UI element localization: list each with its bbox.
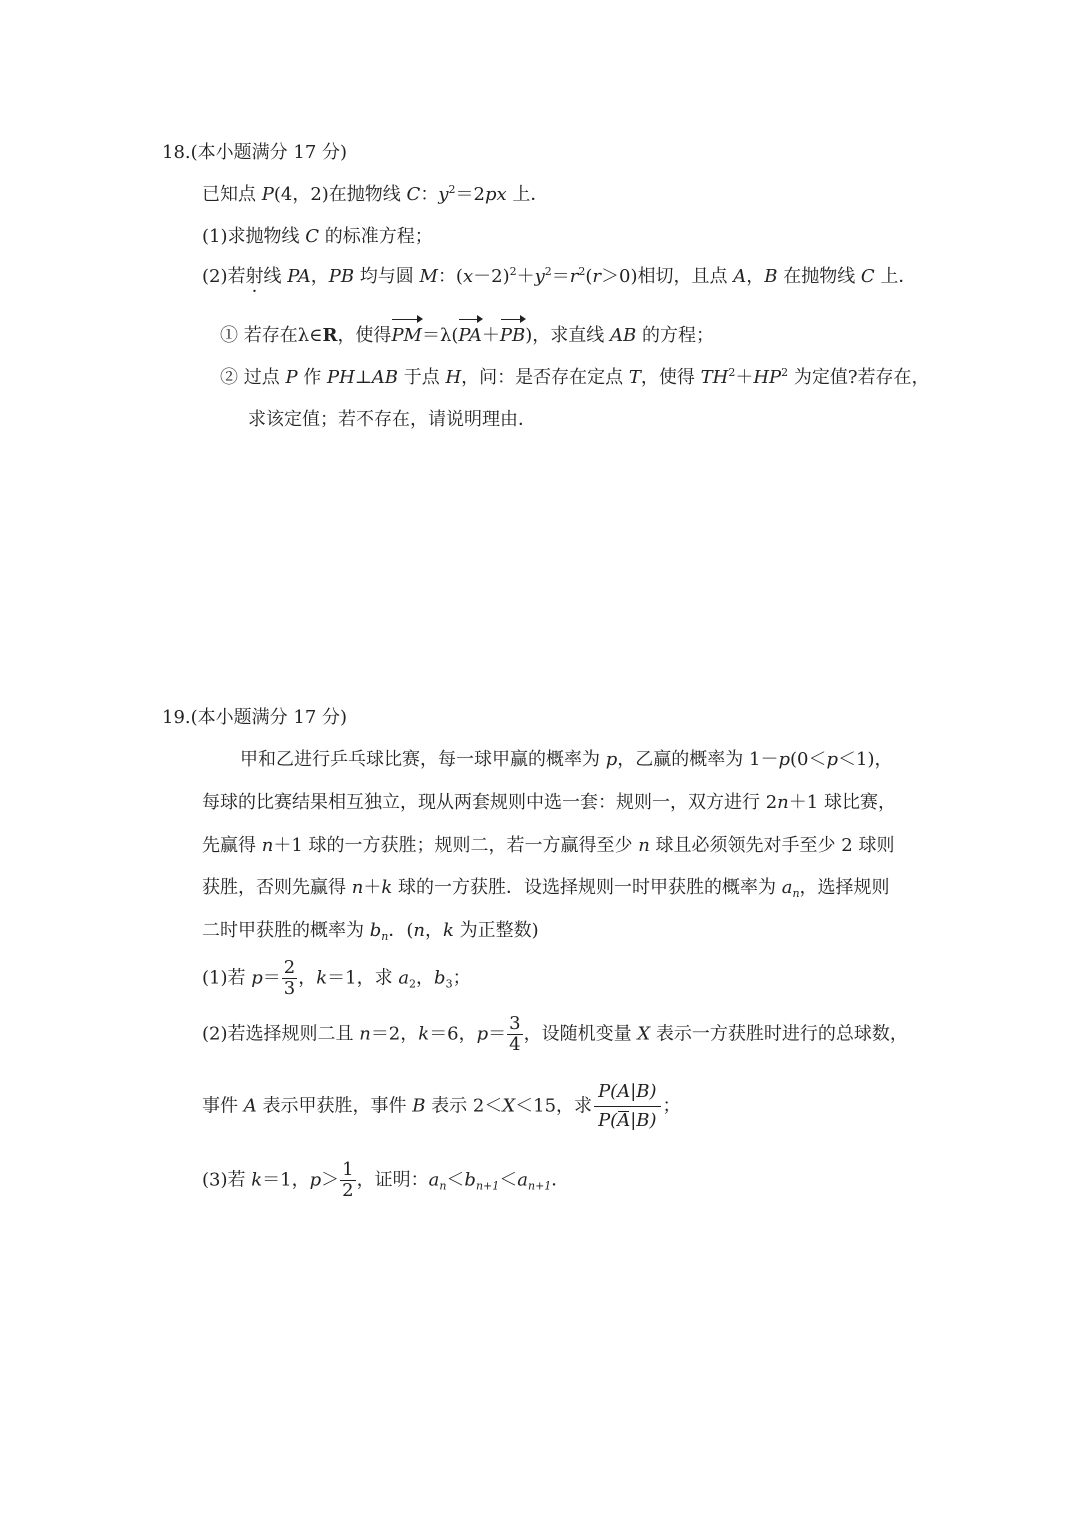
q19-part1: (1)若 p＝ $\frac{2}{3}$ ，k＝1，求 $a_2$，$b_3$； bbox=[202, 957, 471, 999]
vector-PA: PA bbox=[458, 322, 481, 350]
q19-line4: 获胜，否则先赢得 n＋k 球的一方获胜．设选择规则一时甲获胜的概率为 $a_n$，选择规则 bbox=[202, 877, 890, 900]
complement-A: A bbox=[617, 1110, 631, 1131]
q18-part1: (1)求抛物线 C 的标准方程； bbox=[202, 226, 433, 247]
fraction-three-quarters: $\frac{3}{4}$ bbox=[509, 1013, 521, 1055]
q18-number: 18. bbox=[162, 142, 191, 163]
q19-line3: 先赢得 n＋1 球的一方获胜；规则二，若一方赢得至少 n 球且必须领先对手至少 2 球则 bbox=[202, 835, 895, 856]
q19-part2: (2)若选择规则二且 n＝2，k＝6，p＝ $\frac{3}{4}$ ，设随机变量 X 表示一方获胜时进行的总球数， bbox=[202, 1013, 908, 1055]
q19-line2: 每球的比赛结果相互独立，现从两套规则中选一套：规则一，双方进行 2n＋1 球比赛， bbox=[202, 792, 896, 813]
conditional-probability-fraction: $\frac{P(A|B)}{P(A|B)}$ bbox=[594, 1078, 660, 1135]
fraction-two-thirds: $\frac{2}{3}$ bbox=[283, 957, 296, 999]
q18-header: (本小题满分 17 分) bbox=[190, 142, 348, 163]
vector-PM: PM bbox=[391, 322, 422, 350]
q19-header-line bbox=[162, 704, 347, 732]
q18-header-line bbox=[162, 139, 347, 167]
q19-part2-cont: 事件 A 表示甲获胜，事件 B 表示 2＜X＜15，求 $\frac{P(A|B)}{P(A|B)}$ ； bbox=[202, 1078, 681, 1135]
q19-header: (本小题满分 17 分) bbox=[190, 707, 348, 728]
q18-sub2-cont: 求该定值；若不存在，请说明理由． bbox=[248, 409, 536, 430]
q19-part3: (3)若 k＝1，p＞ $\frac{1}{2}$ ，证明：$a_n<b_{n+1}<a_{n+1}$． bbox=[202, 1159, 570, 1201]
q19-number: 19. bbox=[162, 707, 191, 728]
q19-line1: 甲和乙进行乒乓球比赛，每一球甲赢的概率为 p，乙赢的概率为 1－p(0＜p＜1)， bbox=[240, 749, 893, 770]
emphasis-dot-char: 射 bbox=[245, 266, 264, 287]
fraction-one-half: $\frac{1}{2}$ bbox=[342, 1159, 354, 1201]
q19-line5: 二时甲获胜的概率为 $b_n$．(n，k 为正整数) bbox=[202, 920, 539, 943]
q18-sub1: ① 若存在λ∈R，使得PM＝λ(PA＋PB)，求直线 AB 的方程； bbox=[220, 322, 714, 350]
vector-PB: PB bbox=[500, 322, 525, 350]
q18-sub2: ② 过点 P 作 PH⊥AB 于点 H，问：是否存在定点 T，使得 $TH^2+HP^2$ 为定值?若存在， bbox=[220, 366, 930, 388]
q18-intro: 已知点 P(4，2)在抛物线 C：$y^2=2px$ 上． bbox=[202, 183, 549, 205]
q18-part2: (2)若射线 PA，PB 均与圆 M：$(x-2)^2+y^2=r^2(r>0)$相切，且点 A，B 在抛物线 C 上． bbox=[202, 263, 916, 291]
